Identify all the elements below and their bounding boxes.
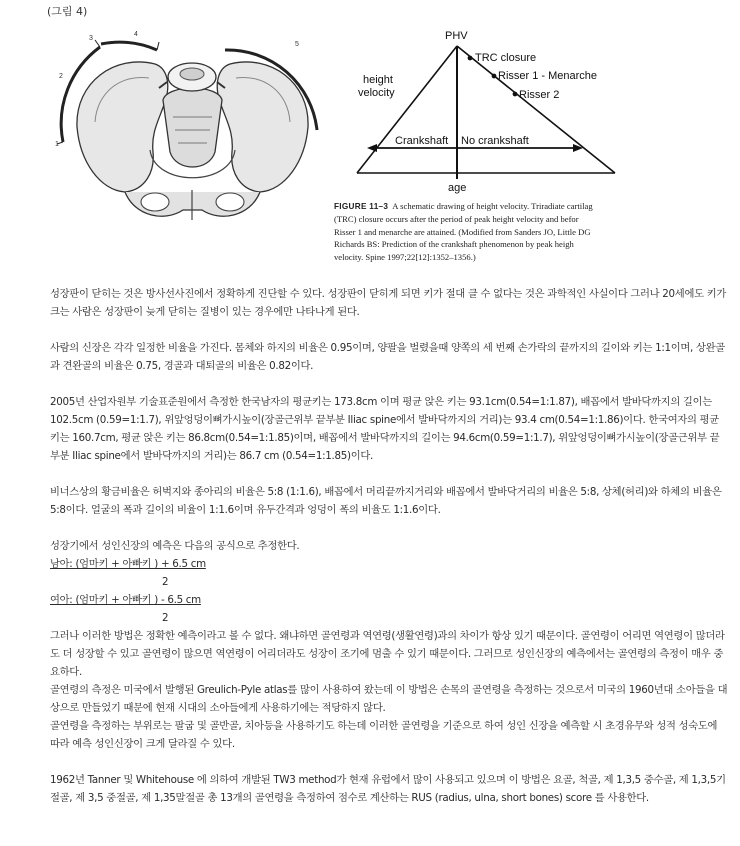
crankshaft-label: Crankshaft [395, 135, 449, 147]
caption-line: Risser 1 and menarche are attained. (Modified from Sanders JO, Little DG [334, 226, 591, 237]
risser1-point [492, 74, 497, 79]
height-velocity-label-2: velocity [358, 87, 395, 99]
caption-line: A schematic drawing of height velocity. Triradiate cartilag [392, 201, 593, 211]
pelvis-label-1: 1 [55, 141, 59, 148]
trc-closure-point [468, 56, 473, 61]
pelvis-label-2: 2 [59, 73, 63, 80]
female-formula-divisor: 2 [162, 612, 169, 624]
male-formula [50, 555, 728, 573]
paragraph-bone-age-importance: 그러나 이러한 방법은 정확한 예측이라고 볼 수 없다. 왜냐하면 골연령과 역연령(생활연령)과의 차이가 항상 있기 때문이다. 골연령이 어리면 역연령이 많더라도 더 성장할 수 있고 골연령이 많으면 역연령이 어리더라도 성장이 조기에 멈출 수 있기 때문이다. 그러므로 성인신장의 예측에서는 골연령의 측정이 매우 중요하다. [50, 630, 725, 678]
figure-number: FIGURE 11–3 [334, 202, 389, 211]
female-formula-expression: (엄마키 + 아빠키 ) - 6.5 cm [75, 594, 201, 606]
figure-label: (그림 4) [47, 5, 88, 18]
paragraph-body-ratios: 사람의 신장은 각각 일정한 비율을 가진다. 몸체와 하지의 비율은 0.95이며, 양팔을 벌렸을때 양쪽의 세 번째 손가락의 끝까지의 길이와 키는 1:1이며, 상완골과 견완골의 비율은 0.75, 경골과 대퇴골의 비율은 0.82이다. [50, 342, 725, 372]
risser2-label: Risser 2 [519, 89, 560, 101]
paragraph-korean-averages: 2005년 산업자원부 기술표준원에서 측정한 한국남자의 평균키는 173.8cm 이며 평균 앉은 키는 93.1cm(0.54=1:1.87), 배꼽에서 발바닥까지의 길이는 102.5cm (0.59=1:1.7), 위앞엉덩이뼈가시높이(장골근위부 끝부분 Iliac spine에서 발바닥까지의 거리)는 93.4 cm(0.54=1:1.86)이다. 한국여자의 평균 키는 160.7cm, 평균 앉은 키는 86.8cm(0.54=1:1.85)이며, 배꼽에서 발바닥까지의 길이는 94.6cm(0.59=1:1.7), 위앞엉덩이뼈가시높이(장골근위부 끝부분 Iliac spine에서 발바닥까지의 거리)는 86.7 cm (0.54=1:1.85)이다. [50, 396, 720, 462]
height-velocity-label-1: height [363, 74, 393, 86]
no-crankshaft-label: No crankshaft [461, 135, 529, 147]
pelvis-illustration [55, 22, 330, 237]
arrow-left-head [367, 144, 377, 152]
paragraph-golden-ratio: 비너스상의 황금비율은 허벅지와 종아리의 비율은 5:8 (1:1.6), 배꼽에서 머리끝까지거리와 배꼽에서 발바닥거리의 비율은 5:8, 상체(허리)와 하체의 비율은 5:8이다. 얼굴의 폭과 길이의 비율이 1:1.6이며 유두간격과 엉덩이 폭의 비율도 1:1.6이다. [50, 486, 722, 516]
figure-caption [334, 200, 640, 262]
height-velocity-diagram [345, 22, 645, 197]
female-formula [50, 591, 728, 609]
risser1-label: Risser 1 - Menarche [498, 70, 598, 82]
pelvis-label-3: 3 [89, 35, 93, 42]
male-formula-divisor: 2 [162, 576, 169, 588]
paragraph-growth-plate: 성장판이 닫히는 것은 방사선사진에서 정확하게 진단할 수 있다. 성장판이 닫히게 되면 키가 절대 클 수 없다는 것은 과학적인 사실이다 그러나 20세에도 키가 크는 사람은 성장판이 늦게 닫히는 질병이 있는 경우에만 나타나게 된다. [50, 288, 727, 318]
paragraph-prediction-intro: 성장기에서 성인신장의 예측은 다음의 공식으로 추정한다. [50, 540, 300, 552]
age-label: age [448, 182, 467, 194]
paragraph-bone-age-sites: 골연령을 측정하는 부위로는 팔굽 및 골반골, 치아등을 사용하기도 하는데 이러한 골연령을 기준으로 하여 성인 신장을 예측할 시 초경유무와 성적 성숙도에 따라 예측 성인신장이 크게 달라질 수 있다. [50, 720, 718, 750]
velocity-fall-line [457, 46, 615, 173]
caption-line: velocity. Spine 1997;22[12]:1352–1356.) [334, 251, 476, 262]
female-formula-prefix: 여아: [50, 594, 76, 606]
male-formula-prefix: 남아: [50, 558, 76, 570]
phv-label: PHV [445, 30, 468, 42]
paragraph-greulich-pyle: 골연령의 측정은 미국에서 발행된 Greulich-Pyle atlas를 많이 사용하여 왔는데 이 방법은 손목의 골연령을 측정하는 것으로서 미국의 1960년대 소아들을 대상으로 만들었기 때문에 현재 시대의 소아들에게 사용하기에는 적당하지 않다. [50, 684, 728, 714]
article-body [50, 285, 728, 807]
risser2-point [513, 92, 518, 97]
pelvis-label-5: 5 [295, 41, 299, 48]
pelvis-label-4: 4 [134, 31, 138, 38]
caption-line: (TRC) closure occurs after the period of peak height velocity and befor [334, 214, 579, 225]
paragraph-tw3-method: 1962년 Tanner 및 Whitehouse 에 의하여 개발된 TW3 method가 현재 유럽에서 많이 사용되고 있으며 이 방법은 요골, 척골, 제 1,3,5 중수골, 제 1,3,5기절골, 제 3,5 중절골, 제 1,35말절골 총 13개의 골연령을 측정하여 점수로 계산하는 RUS (radius, ulna, short bones) score 를 사용한다. [50, 774, 726, 804]
caption-line: Richards BS: Prediction of the crankshaft phenomenon by peak heigh [334, 239, 574, 250]
male-formula-expression: (엄마키 + 아빠키 ) + 6.5 cm [75, 558, 206, 570]
velocity-rise-line [357, 46, 457, 173]
trc-closure-label: TRC closure [475, 52, 537, 64]
